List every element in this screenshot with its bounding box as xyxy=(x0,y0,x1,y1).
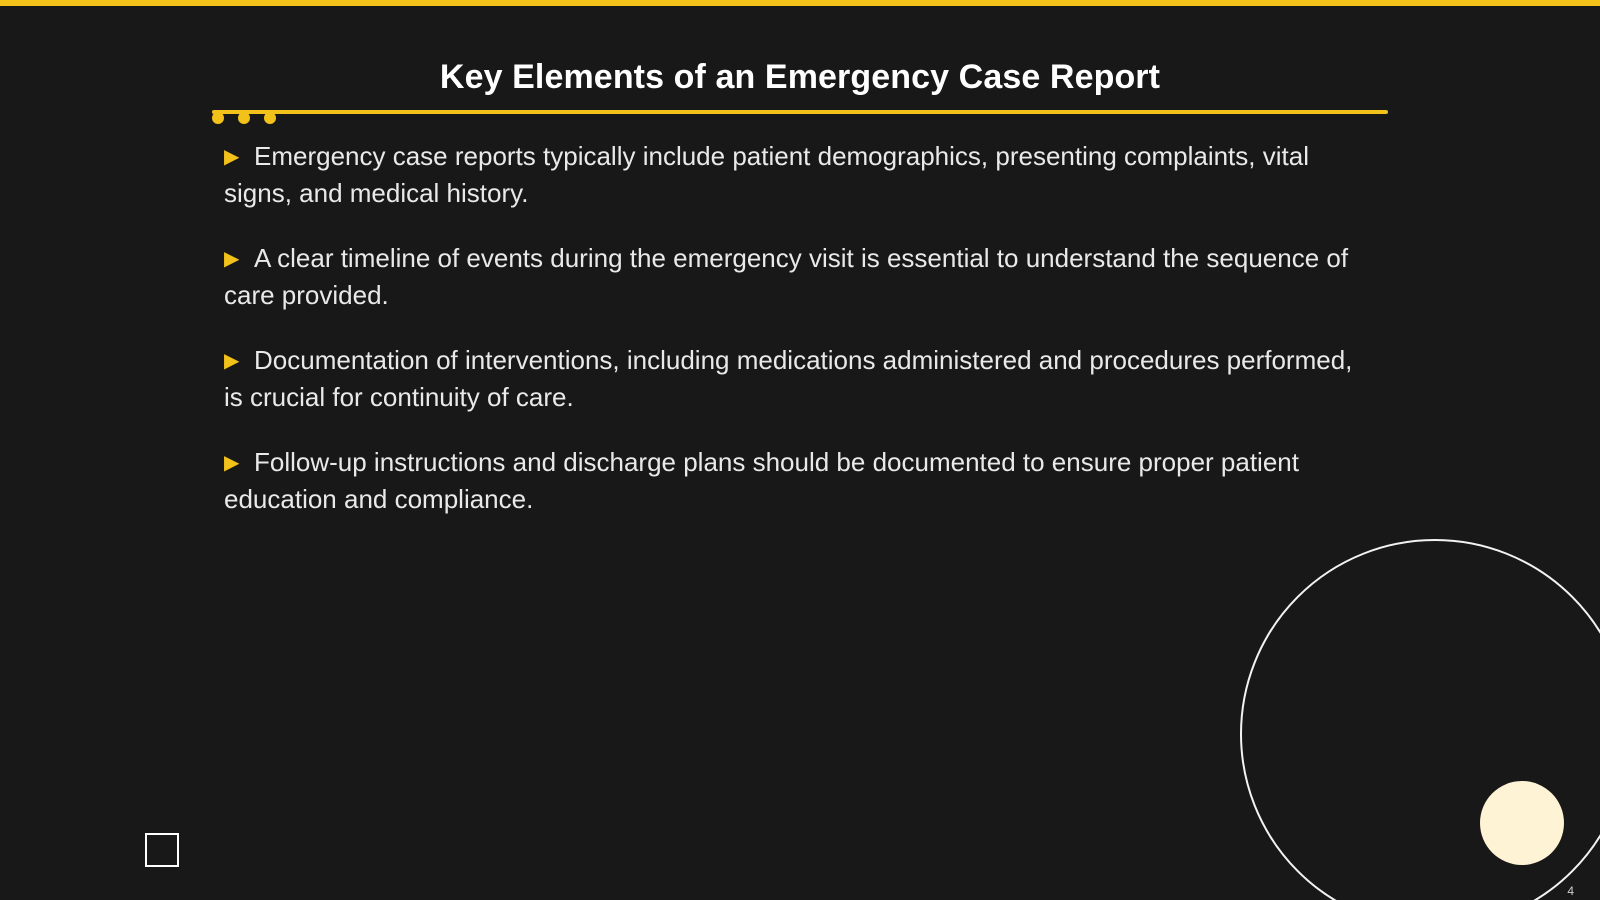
bullet-text: A clear timeline of events during the emergency visit is essential to understand the sequence of care provided. xyxy=(224,243,1349,310)
decorative-dot xyxy=(264,112,276,124)
top-accent-bar xyxy=(0,0,1600,6)
bullet-text: Emergency case reports typically include patient demographics, presenting complaints, vital signs, and medical history. xyxy=(224,141,1309,208)
slide-title: Key Elements of an Emergency Case Report xyxy=(439,58,1161,96)
bullet-arrow-icon: ▶ xyxy=(224,452,240,474)
decorative-dot xyxy=(212,112,224,124)
bullet-arrow-icon: ▶ xyxy=(224,350,240,372)
bullet-text: Documentation of interventions, including medications administered and procedures performed, is crucial for continuity of care. xyxy=(224,345,1353,412)
bullet-arrow-icon: ▶ xyxy=(224,248,240,270)
bullet-item xyxy=(224,342,1374,415)
decorative-dot xyxy=(238,112,250,124)
title-underline xyxy=(212,110,1388,114)
bullet-text: Follow-up instructions and discharge plans should be documented to ensure proper patient education and compliance. xyxy=(224,447,1299,514)
bullet-item xyxy=(224,444,1374,517)
decorative-disc xyxy=(1480,781,1564,865)
bullet-arrow-icon: ▶ xyxy=(224,146,240,168)
decorative-square xyxy=(145,833,179,867)
page-number: 4 xyxy=(1567,884,1574,898)
bullet-list xyxy=(224,138,1374,546)
bullet-item xyxy=(224,240,1374,313)
bullet-item xyxy=(224,138,1374,211)
